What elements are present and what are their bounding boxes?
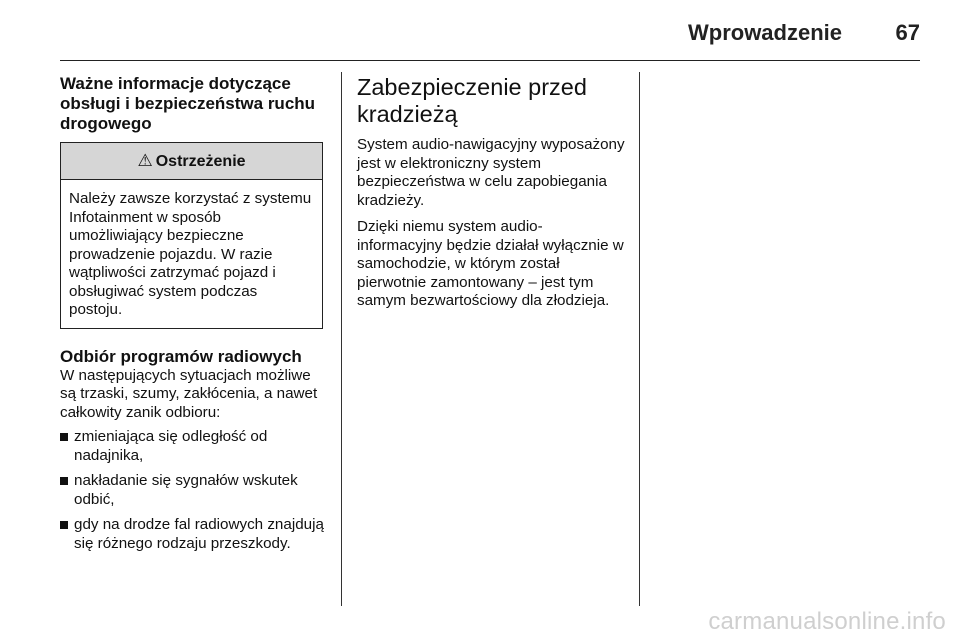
warning-title: Ostrzeżenie: [155, 153, 246, 170]
running-title: Wprowadzenie: [687, 20, 842, 45]
section-radio-reception: [60, 347, 325, 554]
radio-bullet-list: [60, 428, 325, 553]
list-item: zmieniająca się odległość od nadajnika,: [60, 428, 325, 465]
anti-theft-paragraph-1: System audio-nawigacyjny wyposażony jest w elektroniczny system bezpieczeństwa w celu zapobiegania kradzieży.: [357, 136, 625, 209]
warning-triangle-icon: ⚠: [137, 151, 153, 170]
warning-body: [61, 180, 322, 328]
column-divider-2: [639, 72, 640, 606]
header-divider: [60, 60, 920, 61]
column-left: [60, 74, 325, 560]
bullet-square-icon: [60, 477, 68, 485]
anti-theft-paragraph-2: Dzięki niemu system audio-informacyjny będzie działał wyłącznie w samochodzie, w którym został pierwotnie zamontowany – jest tym samym bezwartościowy dla złodzieja.: [357, 218, 624, 309]
radio-intro: W następujących sytuacjach możliwe są trzaski, szumy, zakłócenia, a nawet całkowity zanik odbioru:: [60, 366, 318, 421]
list-item: gdy na drodze fal radiowych znajdują się różnego rodzaju przeszkody.: [60, 516, 325, 553]
list-item: nakładanie się sygnałów wskutek odbić,: [60, 472, 325, 509]
section-heading-radio: Odbiór programów radiowych: [60, 346, 302, 366]
bullet-square-icon: [60, 433, 68, 441]
column-middle: [357, 74, 625, 311]
section-heading-anti-theft: Zabezpieczenie przed kradzieżą: [357, 74, 587, 127]
bullet-square-icon: [60, 521, 68, 529]
page-number: 67: [895, 20, 920, 45]
warning-box: [60, 142, 323, 329]
warning-text: Należy zawsze korzystać z systemu Infotainment w sposób umożliwiający bezpieczne prowadzenie pojazdu. W razie wątpliwości zatrzymać pojazd i obsługiwać system podczas postoju.: [69, 190, 312, 318]
warning-header: [61, 143, 322, 180]
watermark-text: carmanualsonline.info: [708, 608, 946, 635]
page-header: [60, 18, 920, 52]
column-divider-1: [341, 72, 342, 606]
section-heading-safety: Ważne informacje dotyczące obsługi i bezpieczeństwa ruchu drogowego: [60, 74, 316, 133]
